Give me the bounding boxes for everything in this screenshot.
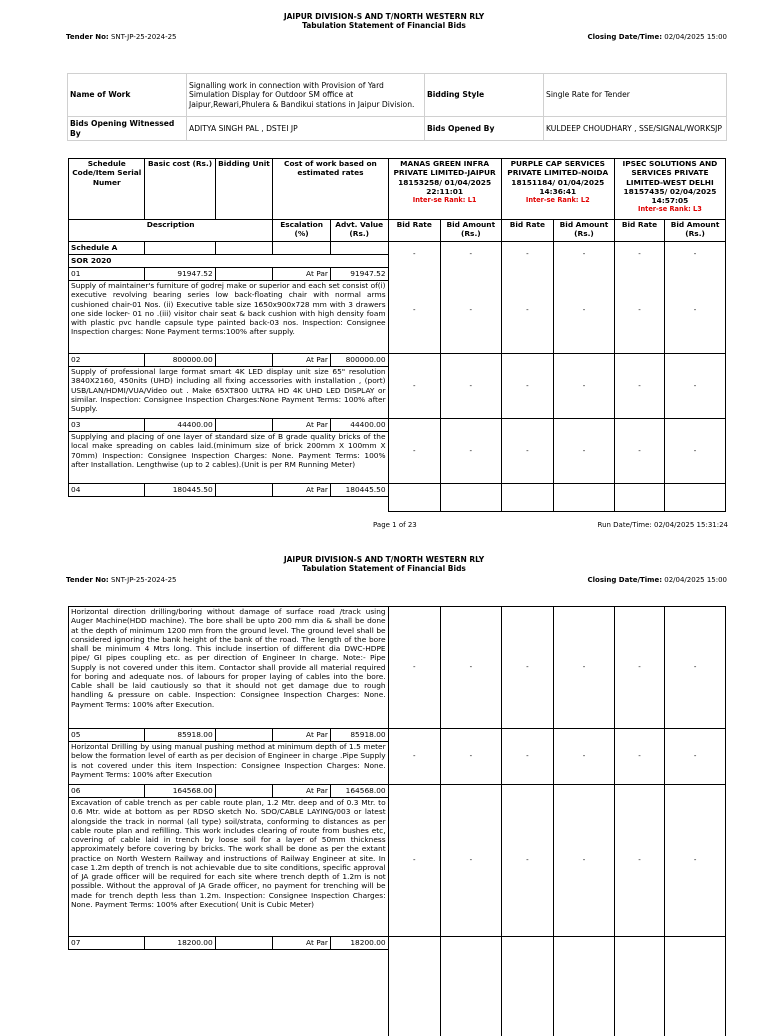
tender-number: Tender No: SNT-JP-25-2024-25 (66, 33, 177, 41)
bidder-1-header: MANAS GREEN INFRA PRIVATE LIMITED-JAIPUR 18153258/ 01/04/2025 22:11:01 Inter-se Rank: L1 (388, 159, 501, 220)
bidder-2-header: PURPLE CAP SERVICES PRIVATE LIMITED-NOIDA 18151184/ 01/04/2025 14:36:41 Inter-se Rank: L2 (501, 159, 614, 220)
table-row: 02 800000.00 At Par 800000.00 - - - - - - (69, 354, 726, 367)
item-escalation: At Par (273, 937, 331, 950)
page-number: Page 1 of 23 (373, 521, 417, 529)
item-number: 01 (69, 268, 145, 281)
statement-subtitle: Tabulation Statement of Financial Bids (302, 21, 466, 30)
schedule-a-bidder-2-rate: - (501, 242, 553, 268)
item-description: Supplying and placing of one layer of standard size of B grade quality bricks of the local make spreading on cables laid.(minimum size of brick 200mm X 100mm X 70mm) Inspection: Consignee Inspection Charges: None. Payment Terms: 100% after Installation. Lengthwise (up to 2 cables).(Unit is per RM Running Meter) (69, 432, 389, 484)
bidder-3-bid-amount-header: Bid Amount (Rs.) (665, 220, 726, 242)
schedule-a-bidder-3-amount: - (665, 242, 726, 268)
col-basic-cost-header: Basic cost (Rs.) (145, 159, 215, 220)
bids-table-page-1 (68, 158, 726, 512)
item-description: Supply of professional large format smart 4K LED display unit size 65" resolution 3840X2160, 450nits (UHD) including all fixing accessories with installation , (port) USB/LAN/HDMI/VUA/Video out . Make 65XT800 ULTRA HD 4K UHD LED DISPLAY or similar. Inspection: Consignee Inspection Charges:None Payment Terms: 100% after Supply. (69, 367, 389, 419)
table-row (69, 484, 726, 497)
item-number: 04 (69, 484, 145, 497)
item-basic-cost: 18200.00 (145, 937, 215, 950)
item-basic-cost: 91947.52 (145, 268, 215, 281)
item-number: 06 (69, 785, 145, 798)
item-escalation: At Par (273, 729, 331, 742)
item-escalation: At Par (273, 354, 331, 367)
item-advt-value: 164568.00 (330, 785, 388, 798)
table-row: 06 164568.00 At Par 164568.00 - - - - - - (69, 785, 726, 798)
work-info-table (67, 73, 727, 141)
item-number: 02 (69, 354, 145, 367)
bidder-3-header: IPSEC SOLUTIONS AND SERVICES PRIVATE LIMITED-WEST DELHI 18157435/ 02/04/2025 14:57:05 Inter-se Rank: L3 (614, 159, 725, 220)
col-escalation-header: Escalation (%) (273, 220, 331, 242)
item-number: 05 (69, 729, 145, 742)
schedule-a-bidder-3-rate: - (614, 242, 664, 268)
item-basic-cost: 164568.00 (145, 785, 215, 798)
item-escalation: At Par (273, 785, 331, 798)
item-basic-cost: 180445.50 (145, 484, 215, 497)
item-basic-cost: 44400.00 (145, 419, 215, 432)
opened-by-label: Bids Opened By (425, 117, 544, 141)
division-title: JAIPUR DIVISION-S AND T/NORTH WESTERN RLY (283, 12, 485, 21)
bidder-2-bid-rate-header: Bid Rate (501, 220, 553, 242)
table-row: 01 91947.52 At Par 91947.52 - - - - - - (69, 268, 726, 281)
col-advt-value-header: Advt. Value (Rs.) (330, 220, 388, 242)
bidder-2-bid-amount-header: Bid Amount (Rs.) (554, 220, 615, 242)
col-schedule-header: Schedule Code/Item Serial Numer (69, 159, 145, 220)
item-advt-value: 18200.00 (330, 937, 388, 950)
schedule-a-bidder-2-amount: - (554, 242, 615, 268)
page-2 (0, 540, 768, 1024)
item-escalation: At Par (273, 419, 331, 432)
table-row: 05 85918.00 At Par 85918.00 - - - - - - (69, 729, 726, 742)
item-number: 03 (69, 419, 145, 432)
item-advt-value: 85918.00 (330, 729, 388, 742)
witnessed-by-value: ADITYA SINGH PAL , DSTEI JP (187, 117, 425, 141)
col-description-header: Description (69, 220, 273, 242)
opened-by-value: KULDEEP CHOUDHARY , SSE/SIGNAL/WORKSJP (544, 117, 727, 141)
table-row: 03 44400.00 At Par 44400.00 - - - - - - (69, 419, 726, 432)
item-advt-value: 91947.52 (330, 268, 388, 281)
col-cost-of-work-header: Cost of work based on estimated rates (273, 159, 388, 220)
schedule-a-bidder-1-rate: - (388, 242, 440, 268)
sor-label: SOR 2020 (69, 255, 389, 268)
witnessed-by-label: Bids Opening Witnessed By (68, 117, 187, 141)
col-bidding-unit-header: Bidding Unit (215, 159, 273, 220)
item-escalation: At Par (273, 268, 331, 281)
bidder-1-bid-rate-header: Bid Rate (388, 220, 440, 242)
item-basic-cost: 85918.00 (145, 729, 215, 742)
bidder-3-bid-rate-header: Bid Rate (614, 220, 664, 242)
item-description: Excavation of cable trench as per cable route plan, 1.2 Mtr. deep and of 0.3 Mtr. to 0.6 Mtr. wide at bottom as per RDSO sketch No. SDO/CABLE LAYING/003 or latest alongside the track in normal (all type) soil/strata, conforming to distances as per cable route plan and refilling. This work includes clearing of route from bushes etc, covering of cable laid in trench by loose soil for a layer of 50mm thickness approximately before covering by bricks. The work shall be done as per the extant practice on North Western Railway and instructions of Railway Engineer at site. In case 1.2m depth of trench is not achievable due to site conditions, specific approval of JA grade officer will be required for each site where trench depth of 1.2m is not possible. Without the approval of JA Grade officer, no payment for trenching will be made for trench depth less than 1.2m. Inspection: Consignee Inspection Charges: None. Payment Terms: 100% after Execution( Unit is Cubic Meter) (69, 798, 389, 937)
item-description: Supply of maintainer's furniture of godrej make or superior and each set consist of(i) executive revolving bearing series low back-floating chair with normal arms cushioned chair-01 Nos. (ii) Executive table size 1650x900x728 mm with 3 drawers one side locker- 01 no .(iii) visitor chair seat & back cushion with high density foam with plastic pvc handle capsule type painted back-03 nos. Inspection: Consignee Inspection charges: None Payment terms:100% after supply. (69, 281, 389, 354)
bidding-style-value: Single Rate for Tender (544, 74, 727, 117)
name-of-work-value: Signalling work in connection with Provision of Yard Simulation Display for Outdoor SM office at Jaipur,Rewari,Phulera & Bandikui stations in Jaipur Division. (187, 74, 425, 117)
closing-datetime: Closing Date/Time: 02/04/2025 15:00 (587, 33, 727, 41)
schedule-a-bidder-1-amount: - (440, 242, 501, 268)
table-row (69, 937, 726, 950)
tender-number: Tender No: SNT-JP-25-2024-25 (66, 576, 177, 584)
closing-datetime: Closing Date/Time: 02/04/2025 15:00 (587, 576, 727, 584)
bidding-style-label: Bidding Style (425, 74, 544, 117)
item-advt-value: 44400.00 (330, 419, 388, 432)
bids-table-page-2: Horizontal direction drilling/boring without damage of surface road /track using Auger Machine(HDD machine). The bore shall be upto 200 mm dia & shall be done at the depth of minimum 1200 mm from the ground level. The ground level shall be considered ignoring the bank height of the bank of the road. The length of the bore shall be minimum 4 Mtrs long. This include insertion of different dia DWC-HDPE pipe/ GI pipes coupling etc. as per direction of Engineer In charge. Note:- Pipe Supply is not covered under this item. Contactor shall provide all material required for boring and adequate nos. of labours for proper laying of cables into the bore. Cable shall be laid cautiously so that it should not get damage due to rough handling & pressure on cable. Inspection: Consignee Inspection Charges: None. Payment Terms: 100% after Execution. - - - - - - 05 85918.00 At Par 85918.00 - - - - - - Horizontal Drilling by using manual pushing method at minimum depth of 1.5 meter below the formation level of earth as per decision of Engineer in charge .Pipe Supply is not covered under this item Inspection: Consignee Inspection Charges: None. Payment Terms: 100% after Execution 06 164568.00 At Par 164568.00 - - - - - - Excavation of cable trench as per cable route plan, 1.2 Mtr. deep and of 0.3 Mtr. to 0.6 Mtr. wide at bottom as per RDSO sketch No. SDO/CABLE LAYING/003 or latest alongside the track in normal (all type) soil/strata, conforming to distances as per cable route plan and refilling. This work includes clearing of route from bushes etc, covering of cable laid in trench by loose soil for a layer of 50mm thickness approximately before covering by bricks. The work shall be done as per the extant practice on North Western Railway and instructions of Railway Engineer at site. In case 1.2m depth of trench is not achievable due to site conditions, specific approval of JA grade officer will be required for each site where trench depth of 1.2m is not possible. Without the approval of JA Grade officer, no payment for trenching will be made for trench depth less than 1.2m. Inspection: Consignee Inspection Charges: None. Payment Terms: 100% after Execution( Unit is Cubic Meter) 07 18200.00 At Par 18200.00 (68, 606, 726, 1036)
item-basic-cost: 800000.00 (145, 354, 215, 367)
statement-subtitle: Tabulation Statement of Financial Bids (302, 564, 466, 573)
schedule-a-label: Schedule A (69, 242, 145, 255)
item-advt-value: 180445.50 (330, 484, 388, 497)
item-number: 07 (69, 937, 145, 950)
run-datetime: Run Date/Time: 02/04/2025 15:31:24 (597, 521, 728, 529)
bidder-1-bid-amount-header: Bid Amount (Rs.) (440, 220, 501, 242)
item-description: Horizontal direction drilling/boring without damage of surface road /track using Auger Machine(HDD machine). The bore shall be upto 200 mm dia & shall be done at the depth of minimum 1200 mm from the ground level. The ground level shall be considered ignoring the bank height of the bank of the road. The length of the bore shall be minimum 4 Mtrs long. This include insertion of different dia DWC-HDPE pipe/ GI pipes coupling etc. as per direction of Engineer In charge. Note:- Pipe Supply is not covered under this item. Contactor shall provide all material required for boring and adequate nos. of labours for proper laying of cables into the bore. Cable shall be laid cautiously so that it should not get damage due to rough handling & pressure on cable. Inspection: Consignee Inspection Charges: None. Payment Terms: 100% after Execution. (69, 607, 389, 729)
item-escalation: At Par (273, 484, 331, 497)
division-title: JAIPUR DIVISION-S AND T/NORTH WESTERN RLY (283, 555, 485, 564)
item-advt-value: 800000.00 (330, 354, 388, 367)
name-of-work-label: Name of Work (68, 74, 187, 117)
item-description: Horizontal Drilling by using manual pushing method at minimum depth of 1.5 meter below the formation level of earth as per decision of Engineer in charge .Pipe Supply is not covered under this item Inspection: Consignee Inspection Charges: None. Payment Terms: 100% after Execution (69, 742, 389, 785)
